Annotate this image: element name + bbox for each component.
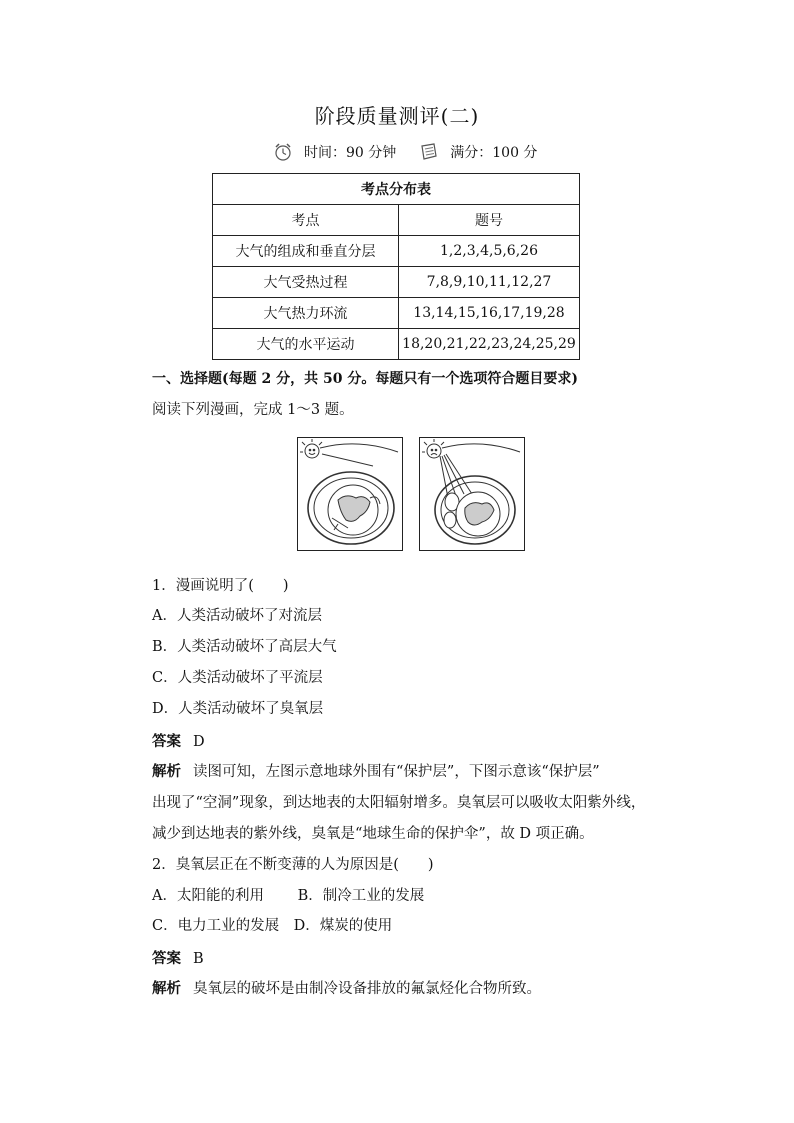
- clock-icon: [272, 142, 294, 162]
- exam-score: 满分：100 分: [450, 145, 538, 161]
- answer-value: D: [193, 734, 205, 750]
- answer-value: B: [193, 951, 204, 967]
- table-row: [213, 267, 580, 298]
- table-row: [213, 298, 580, 329]
- table-row: [213, 329, 580, 360]
- section-heading: 一、选择题(每题 2 分，共 50 分。每题只有一个选项符合题目要求): [152, 371, 578, 387]
- question-1-analysis-line-1: [152, 760, 600, 781]
- table-cell-topic: 大气的组成和垂直分层: [213, 236, 399, 267]
- topic-distribution-table: [212, 173, 580, 360]
- question-1-option-c: C．人类活动破坏了平流层: [152, 670, 323, 686]
- answer-label: 答案: [152, 950, 181, 967]
- table-cell-numbers: 1,2,3,4,5,6,26: [399, 236, 580, 267]
- analysis-label: 解析: [152, 980, 181, 997]
- analysis-text: 臭氧层的破坏是由制冷设备排放的氟氯烃化合物所致。: [193, 981, 541, 997]
- table-header-numbers: 题号: [399, 205, 580, 236]
- question-2-analysis: [152, 977, 541, 998]
- table-cell-numbers: 13,14,15,16,17,19,28: [399, 298, 580, 329]
- question-2-stem: 2．臭氧层正在不断变薄的人为原因是( ): [152, 857, 434, 873]
- table-row: [213, 236, 580, 267]
- answer-label: 答案: [152, 733, 181, 750]
- table-caption: 考点分布表: [213, 174, 580, 205]
- table-cell-topic: 大气受热过程: [213, 267, 399, 298]
- question-2-options-ab: A．太阳能的利用 B．制冷工业的发展: [152, 888, 425, 904]
- question-1-option-b: B．人类活动破坏了高层大气: [152, 639, 337, 655]
- cartoon-ozone-hole: [419, 437, 525, 551]
- table-cell-numbers: 7,8,9,10,11,12,27: [399, 267, 580, 298]
- analysis-label: 解析: [152, 763, 181, 780]
- question-1-analysis-line-2: 出现了“空洞”现象，到达地表的太阳辐射增多。臭氧层可以吸收太阳紫外线，: [152, 795, 646, 811]
- question-1-option-a: A．人类活动破坏了对流层: [152, 608, 322, 624]
- paper-icon: [418, 142, 440, 162]
- analysis-text: 读图可知，左图示意地球外围有“保护层”，下图示意该“保护层”: [193, 764, 600, 780]
- question-1-analysis-line-3: 减少到达地表的紫外线，臭氧是“地球生命的保护伞”，故 D 项正确。: [152, 826, 594, 842]
- cartoon-intact-layer: [297, 437, 403, 551]
- question-1-stem: 1．漫画说明了( ): [152, 578, 289, 594]
- exam-time: 时间：90 分钟: [304, 145, 397, 161]
- reading-instruction: 阅读下列漫画，完成 1～3 题。: [152, 402, 354, 418]
- question-2-answer: [152, 947, 204, 968]
- table-header-topic: 考点: [213, 205, 399, 236]
- question-2-options-cd: C．电力工业的发展 D．煤炭的使用: [152, 918, 393, 934]
- table-cell-topic: 大气的水平运动: [213, 329, 399, 360]
- exam-meta: [272, 142, 537, 162]
- question-1-option-d: D．人类活动破坏了臭氧层: [152, 701, 324, 717]
- table-cell-topic: 大气热力环流: [213, 298, 399, 329]
- question-1-answer: [152, 730, 205, 751]
- table-cell-numbers: 18,20,21,22,23,24,25,29: [399, 329, 580, 360]
- page-title: 阶段质量测评(二): [314, 104, 480, 128]
